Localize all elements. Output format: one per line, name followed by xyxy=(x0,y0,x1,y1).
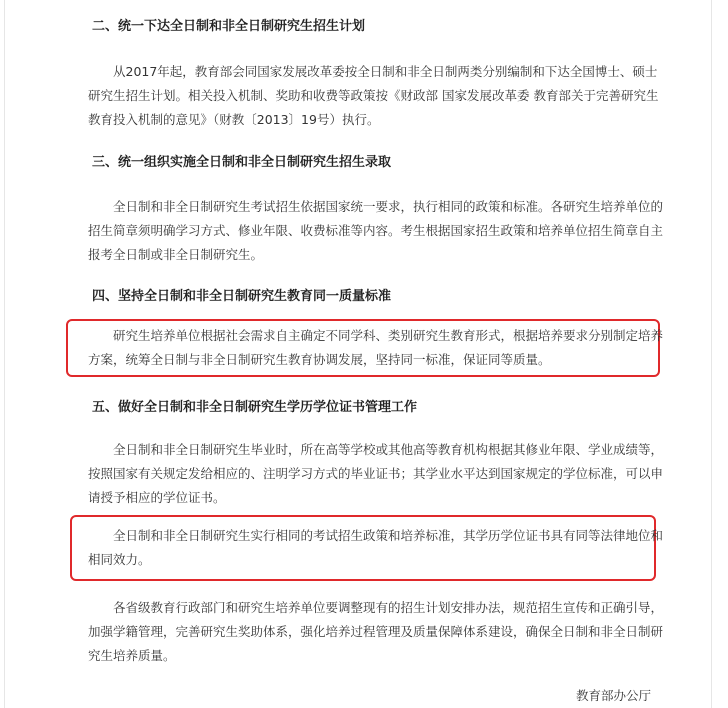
paragraph-text: 全日制和非全日制研究生考试招生依据国家统一要求，执行相同的政策和标准。各研究生培养单位的招生简章须明确学习方式、修业年限、收费标准等内容。考生根据国家招生政策和培养单位招生简章自主报考全日制或非全日制研究生。 xyxy=(88,199,664,262)
section-2-heading: 二、统一下达全日制和非全日制研究生招生计划 xyxy=(92,19,366,34)
section-4-paragraph xyxy=(88,324,668,372)
section-5-paragraph-1 xyxy=(88,438,668,510)
section-5-paragraph-2 xyxy=(88,524,668,572)
page-right-rule xyxy=(711,0,712,708)
section-3-paragraph xyxy=(88,195,668,267)
signature: 教育部办公厅 xyxy=(576,688,652,703)
section-5-heading: 五、做好全日制和非全日制研究生学历学位证书管理工作 xyxy=(92,400,418,415)
page-left-rule xyxy=(4,0,5,708)
paragraph-text: 全日制和非全日制研究生毕业时，所在高等学校或其他高等教育机构根据其修业年限、学业成绩等，按照国家有关规定发给相应的、注明学习方式的毕业证书；其学业水平达到国家规定的学位标准，可以申请授予相应的学位证书。 xyxy=(88,442,664,505)
paragraph-text: 从2017年起，教育部会同国家发展改革委按全日制和非全日制两类分别编制和下达全国博士、硕士研究生招生计划。相关投入机制、奖助和收费等政策按《财政部 国家发展改革委 教育部关于完善研究生教育投入机制的意见》（财教〔2013〕19号）执行。 xyxy=(88,64,659,127)
paragraph-text: 各省级教育行政部门和研究生培养单位要调整现有的招生计划安排办法，规范招生宣传和正确引导，加强学籍管理，完善研究生奖助体系，强化培养过程管理及质量保障体系建设，确保全日制和非全日制研究生培养质量。 xyxy=(88,600,664,663)
section-3-heading: 三、统一组织实施全日制和非全日制研究生招生录取 xyxy=(92,155,392,170)
paragraph-text: 研究生培养单位根据社会需求自主确定不同学科、类别研究生教育形式，根据培养要求分别制定培养方案，统筹全日制与非全日制研究生教育协调发展，坚持同一标准，保证同等质量。 xyxy=(88,328,664,367)
section-2-paragraph xyxy=(88,60,668,132)
section-5-paragraph-3 xyxy=(88,596,668,668)
section-4-heading: 四、坚持全日制和非全日制研究生教育同一质量标准 xyxy=(92,289,392,304)
paragraph-text: 全日制和非全日制研究生实行相同的考试招生政策和培养标准，其学历学位证书具有同等法律地位和相同效力。 xyxy=(88,528,664,567)
